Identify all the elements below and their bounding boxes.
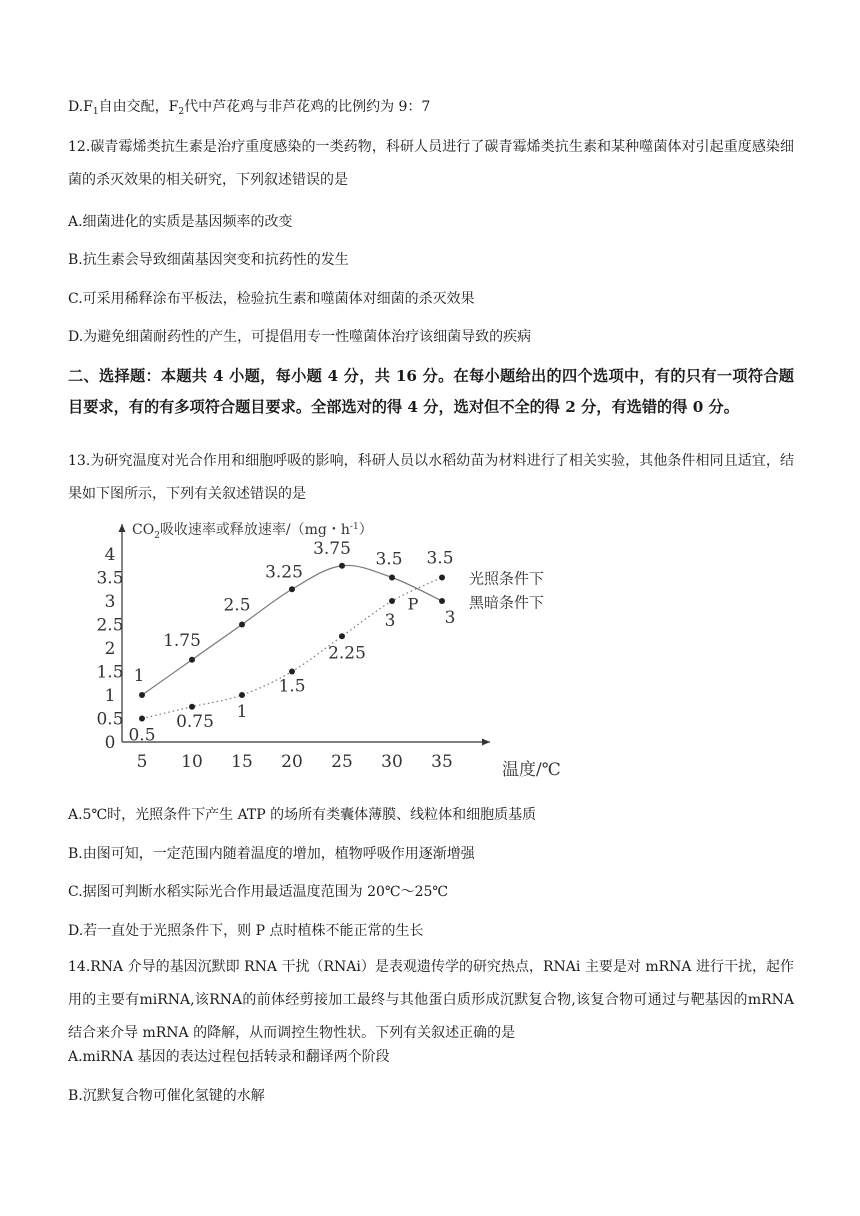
x-tick-label-2: 15 xyxy=(231,752,253,772)
x-tick-label-5: 30 xyxy=(381,752,403,772)
x-axis-label: 温度/℃ xyxy=(502,760,561,780)
q13-option-c: C.据图可判断水稻实际光合作用最适温度范围为 20℃～25℃ xyxy=(68,884,449,900)
data-point-1-1 xyxy=(189,657,195,663)
data-point-1-0 xyxy=(139,692,145,698)
x-axis-arrow xyxy=(482,739,490,746)
y-tick-label-2: 1 xyxy=(104,686,116,706)
x-tick-label-1: 10 xyxy=(181,752,203,772)
q12-option-c: C.可采用稀释涂布平板法，检验抗生素和噬菌体对细菌的杀灭效果 xyxy=(68,291,475,307)
y-tick-label-3: 1.5 xyxy=(96,662,124,683)
x-tick-label-6: 35 xyxy=(431,752,453,772)
q12-option-b: B.抗生素会导致细菌基因突变和抗药性的发生 xyxy=(68,252,349,268)
data-point-0-4 xyxy=(339,633,345,639)
x-tick-label-4: 25 xyxy=(331,752,353,772)
data-label-0-1: 0.75 xyxy=(176,711,214,732)
q14-stem: 14.RNA 介导的基因沉默即 RNA 干扰（RNAi）是表观遗传学的研究热点，RNAi 主要是对 mRNA 进行干扰，起作用的主要有miRNA,该RNA的前体经剪接加工最终与其他蛋白质形成沉默复合物,该复合物可通过与靶基因的mRNA结合来介导 mRNA 的降解，从而调控生物性状。下列有关叙述正确的是 xyxy=(68,959,794,1041)
y-axis-label: $CO_2$吸收速率或释放速率/（mg・$h^{-1}$） xyxy=(132,522,373,541)
q13-stem: 13.为研究温度对光合作用和细胞呼吸的影响，科研人员以水稻幼苗为材料进行了相关实验，其他条件相同且适宜，结果如下图所示，下列有关叙述错误的是 xyxy=(68,453,794,502)
section-2-heading: 二、选择题：本题共 4 小题，每小题 4 分，共 16 分。在每小题给出的四个选项中，有的只有一项符合题目要求，有的有多项符合题目要求。全部选对的得 4 分，选对但不全的得 2 分，有选错的得 0 分。 xyxy=(68,367,794,416)
series-name-1: 光照条件下 xyxy=(469,569,545,588)
y-tick-label-0: 0 xyxy=(104,733,116,753)
data-point-0-0 xyxy=(139,716,145,722)
y-tick-label-8: 4 xyxy=(104,545,116,565)
data-label-0-4: 2.25 xyxy=(328,643,366,664)
data-point-0-3 xyxy=(289,669,295,675)
series-name-0: 黑暗条件下 xyxy=(469,593,545,612)
data-point-0-5 xyxy=(389,598,395,604)
y-tick-label-4: 2 xyxy=(104,639,116,659)
y-tick-label-6: 3 xyxy=(104,592,116,612)
data-point-0-2 xyxy=(239,692,245,698)
q13-option-a: A.5℃时，光照条件下产生 ATP 的场所有类囊体薄膜、线粒体和细胞质基质 xyxy=(68,807,537,823)
data-point-1-3 xyxy=(289,586,295,592)
data-point-0-1 xyxy=(189,704,195,710)
y-tick-label-7: 3.5 xyxy=(96,568,124,589)
data-label-1-4: 3.75 xyxy=(313,538,351,559)
data-label-1-6: 3 xyxy=(444,608,456,628)
data-point-1-6 xyxy=(439,598,445,604)
data-label-1-3: 3.25 xyxy=(265,562,303,583)
data-point-0-6 xyxy=(439,575,445,581)
data-label-0-6: 3.5 xyxy=(426,548,454,569)
q13-option-d: D.若一直处于光照条件下，则 P 点时植株不能正常的生长 xyxy=(68,923,424,939)
data-label-1-5: 3.5 xyxy=(375,549,403,570)
q12-option-a: A.细菌进化的实质是基因频率的改变 xyxy=(68,214,293,230)
data-point-1-5 xyxy=(389,575,395,581)
q14-option-a: A.miRNA 基因的表达过程包括转录和翻译两个阶段 xyxy=(68,1049,390,1065)
q12-option-d: D.为避免细菌耐药性的产生，可提倡用专一性噬菌体治疗该细菌导致的疾病 xyxy=(68,329,532,345)
data-label-1-0: 1 xyxy=(133,666,145,686)
q14-option-b: B.沉默复合物可催化氢键的水解 xyxy=(68,1088,265,1104)
data-label-1-2: 2.5 xyxy=(223,595,251,616)
temperature-rate-chart xyxy=(80,512,570,782)
data-label-0-5: 3 xyxy=(384,611,396,631)
y-tick-label-5: 2.5 xyxy=(96,615,124,636)
q13-option-b: B.由图可知，一定范围内随着温度的增加，植物呼吸作用逐渐增强 xyxy=(68,846,475,862)
data-label-0-3: 1.5 xyxy=(278,676,306,697)
q12-stem: 12.碳青霉烯类抗生素是治疗重度感染的一类药物，科研人员进行了碳青霉烯类抗生素和某种噬菌体对引起重度感染细菌的杀灭效果的相关研究，下列叙述错误的是 xyxy=(68,139,794,188)
data-point-1-4 xyxy=(339,563,345,569)
q11-option-d: $D.F_1$自由交配，$F_2$代中芦花鸡与非芦花鸡的比例约为 9：7 xyxy=(68,99,431,117)
data-label-1-1: 1.75 xyxy=(163,630,201,651)
y-tick-label-1: 0.5 xyxy=(96,709,124,730)
x-tick-label-3: 20 xyxy=(281,752,303,772)
y-axis-arrow xyxy=(119,524,126,532)
data-label-0-2: 1 xyxy=(236,702,248,722)
x-tick-label-0: 5 xyxy=(136,752,148,772)
data-point-1-2 xyxy=(239,622,245,628)
point-p-label: P xyxy=(407,594,419,614)
data-label-0-0: 0.5 xyxy=(128,725,156,746)
